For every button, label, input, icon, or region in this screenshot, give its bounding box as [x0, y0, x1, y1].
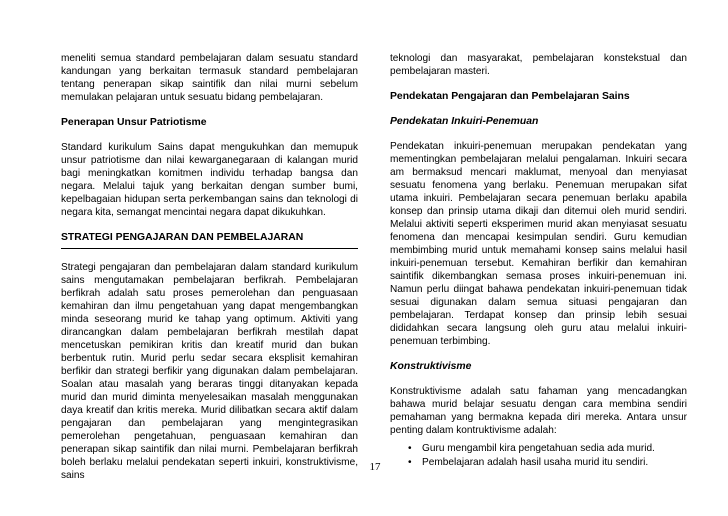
inkuiri-paragraph: Pendekatan inkuiri-penemuan merupakan pendekatan yang mementingkan pembelajaran melalui pengalaman. Inkuiri secara am bermaksud mencari maklumat, menyoal dan menyiasat sesuatu fenomena yang berlaku. Penemuan merupakan sifat utama inkuiri. Pembelajaran secara penemuan berlaku apabila konsep dan prinsip utama dikaji dan ditemui oleh murid sendiri. Melalui aktiviti seperti eksperimen murid akan menyiasat sesuatu fenomena dan mencapai kesimpulan sendiri. Guru kemudian membimbing murid untuk memahami konsep sains melalui hasil inkuiri-penemuan tersebut. Kemahiran berfikir dan kemahiran saintifik dikembangkan semasa proses inkuiri-penemuan ini. Namun perlu diingat bahawa pendekatan inkuiri-penemuan tidak sesuai digunakan dalam semua situasi pengajaran dan pembelajaran. Terdapat konsep dan prinsip lebih sesuai dididahkan secara langsung oleh guru atau melalui inkuiri-penemuan terbimbing. — [390, 141, 687, 347]
heading-konstruktivisme: Konstruktivisme — [390, 361, 472, 372]
heading-pendekatan: Pendekatan Pengajaran dan Pembelajaran Sains — [390, 91, 630, 102]
list-item: • Pembelajaran adalah hasil usaha murid itu sendiri. — [422, 456, 687, 469]
continuation-paragraph: teknologi dan masyarakat, pembelajaran konstekstual dan pembelajaran masteri. — [390, 53, 687, 77]
konstruktivisme-paragraph: Konstruktivisme adalah satu fahaman yang mencadangkan bahawa murid belajar sesuatu dengan cara membina sendiri pemahaman yang bermakna kepada diri mereka. Antara unsur penting dalam kontruktivisme adalah: — [390, 386, 687, 436]
patriotisme-paragraph: Standard kurikulum Sains dapat mengukuhkan dan memupuk unsur patriotisme dan nilai kewarganegaraan di kalangan murid bagi meningkatkan komitmen individu terhadap bangsa dan negara. Melalui tajuk yang berkaitan dengan sumber bumi, kepelbagaian hidupan serta perkembangan sains dan teknologi di negara kita, semangat mencintai negara dapat dikukuhkan. — [61, 142, 358, 218]
intro-paragraph: meneliti semua standard pembelajaran dalam sesuatu standard kandungan yang berkaitan termasuk standard pembelajaran tentang penerapan sikap saintifik dan nilai murni sebelum memulakan pelajaran untuk sesuatu bidang pembelajaran. — [61, 53, 358, 103]
strategi-paragraph: Strategi pengajaran dan pembelajaran dalam standard kurikulum sains mengutamakan pembelajaran berfikrah. Pembelajaran berfikrah adalah satu proses pemerolehan dan penguasaan kemahiran dan ilmu pengetahuan yang dapat mengembangkan minda seseorang murid ke tahap yang optimum. Aktiviti yang dirancangkan dalam pembelajaran berfikrah mestilah dapat mencetuskan pemikiran kritis dan kreatif murid dan bukan berbentuk rutin. Murid perlu sedar secara eksplisit kemahiran berfikir dan strategi berfikir yang digunakan dalam pembelajaran. Soalan atau masalah yang beraras tinggi ditanyakan kepada murid dan murid diminta menyelesaikan masalah menggunakan daya kreatif dan kritis mereka. Murid dilibatkan secara aktif dalam pengajaran dan pembelajaran yang mengintegrasikan pemerolehan pengetahuan, penguasaan kemahiran dan penerapan sikap saintifik dan nilai murni. Pembelajaran berfikrah boleh berlaku melalui pendekatan seperti inkuiri, konstruktivisme, sains — [61, 262, 358, 481]
konstruktivisme-list — [390, 442, 687, 469]
heading-strategi: STRATEGI PENGAJARAN DAN PEMBELAJARAN — [61, 231, 358, 249]
heading-patriotisme: Penerapan Unsur Patriotisme — [61, 117, 207, 128]
right-column — [390, 52, 687, 470]
page-number: 17 — [369, 461, 381, 473]
heading-inkuiri: Pendekatan Inkuiri-Penemuan — [390, 116, 539, 127]
left-column — [61, 52, 358, 482]
list-item: • Guru mengambil kira pengetahuan sedia ada murid. — [422, 442, 687, 455]
